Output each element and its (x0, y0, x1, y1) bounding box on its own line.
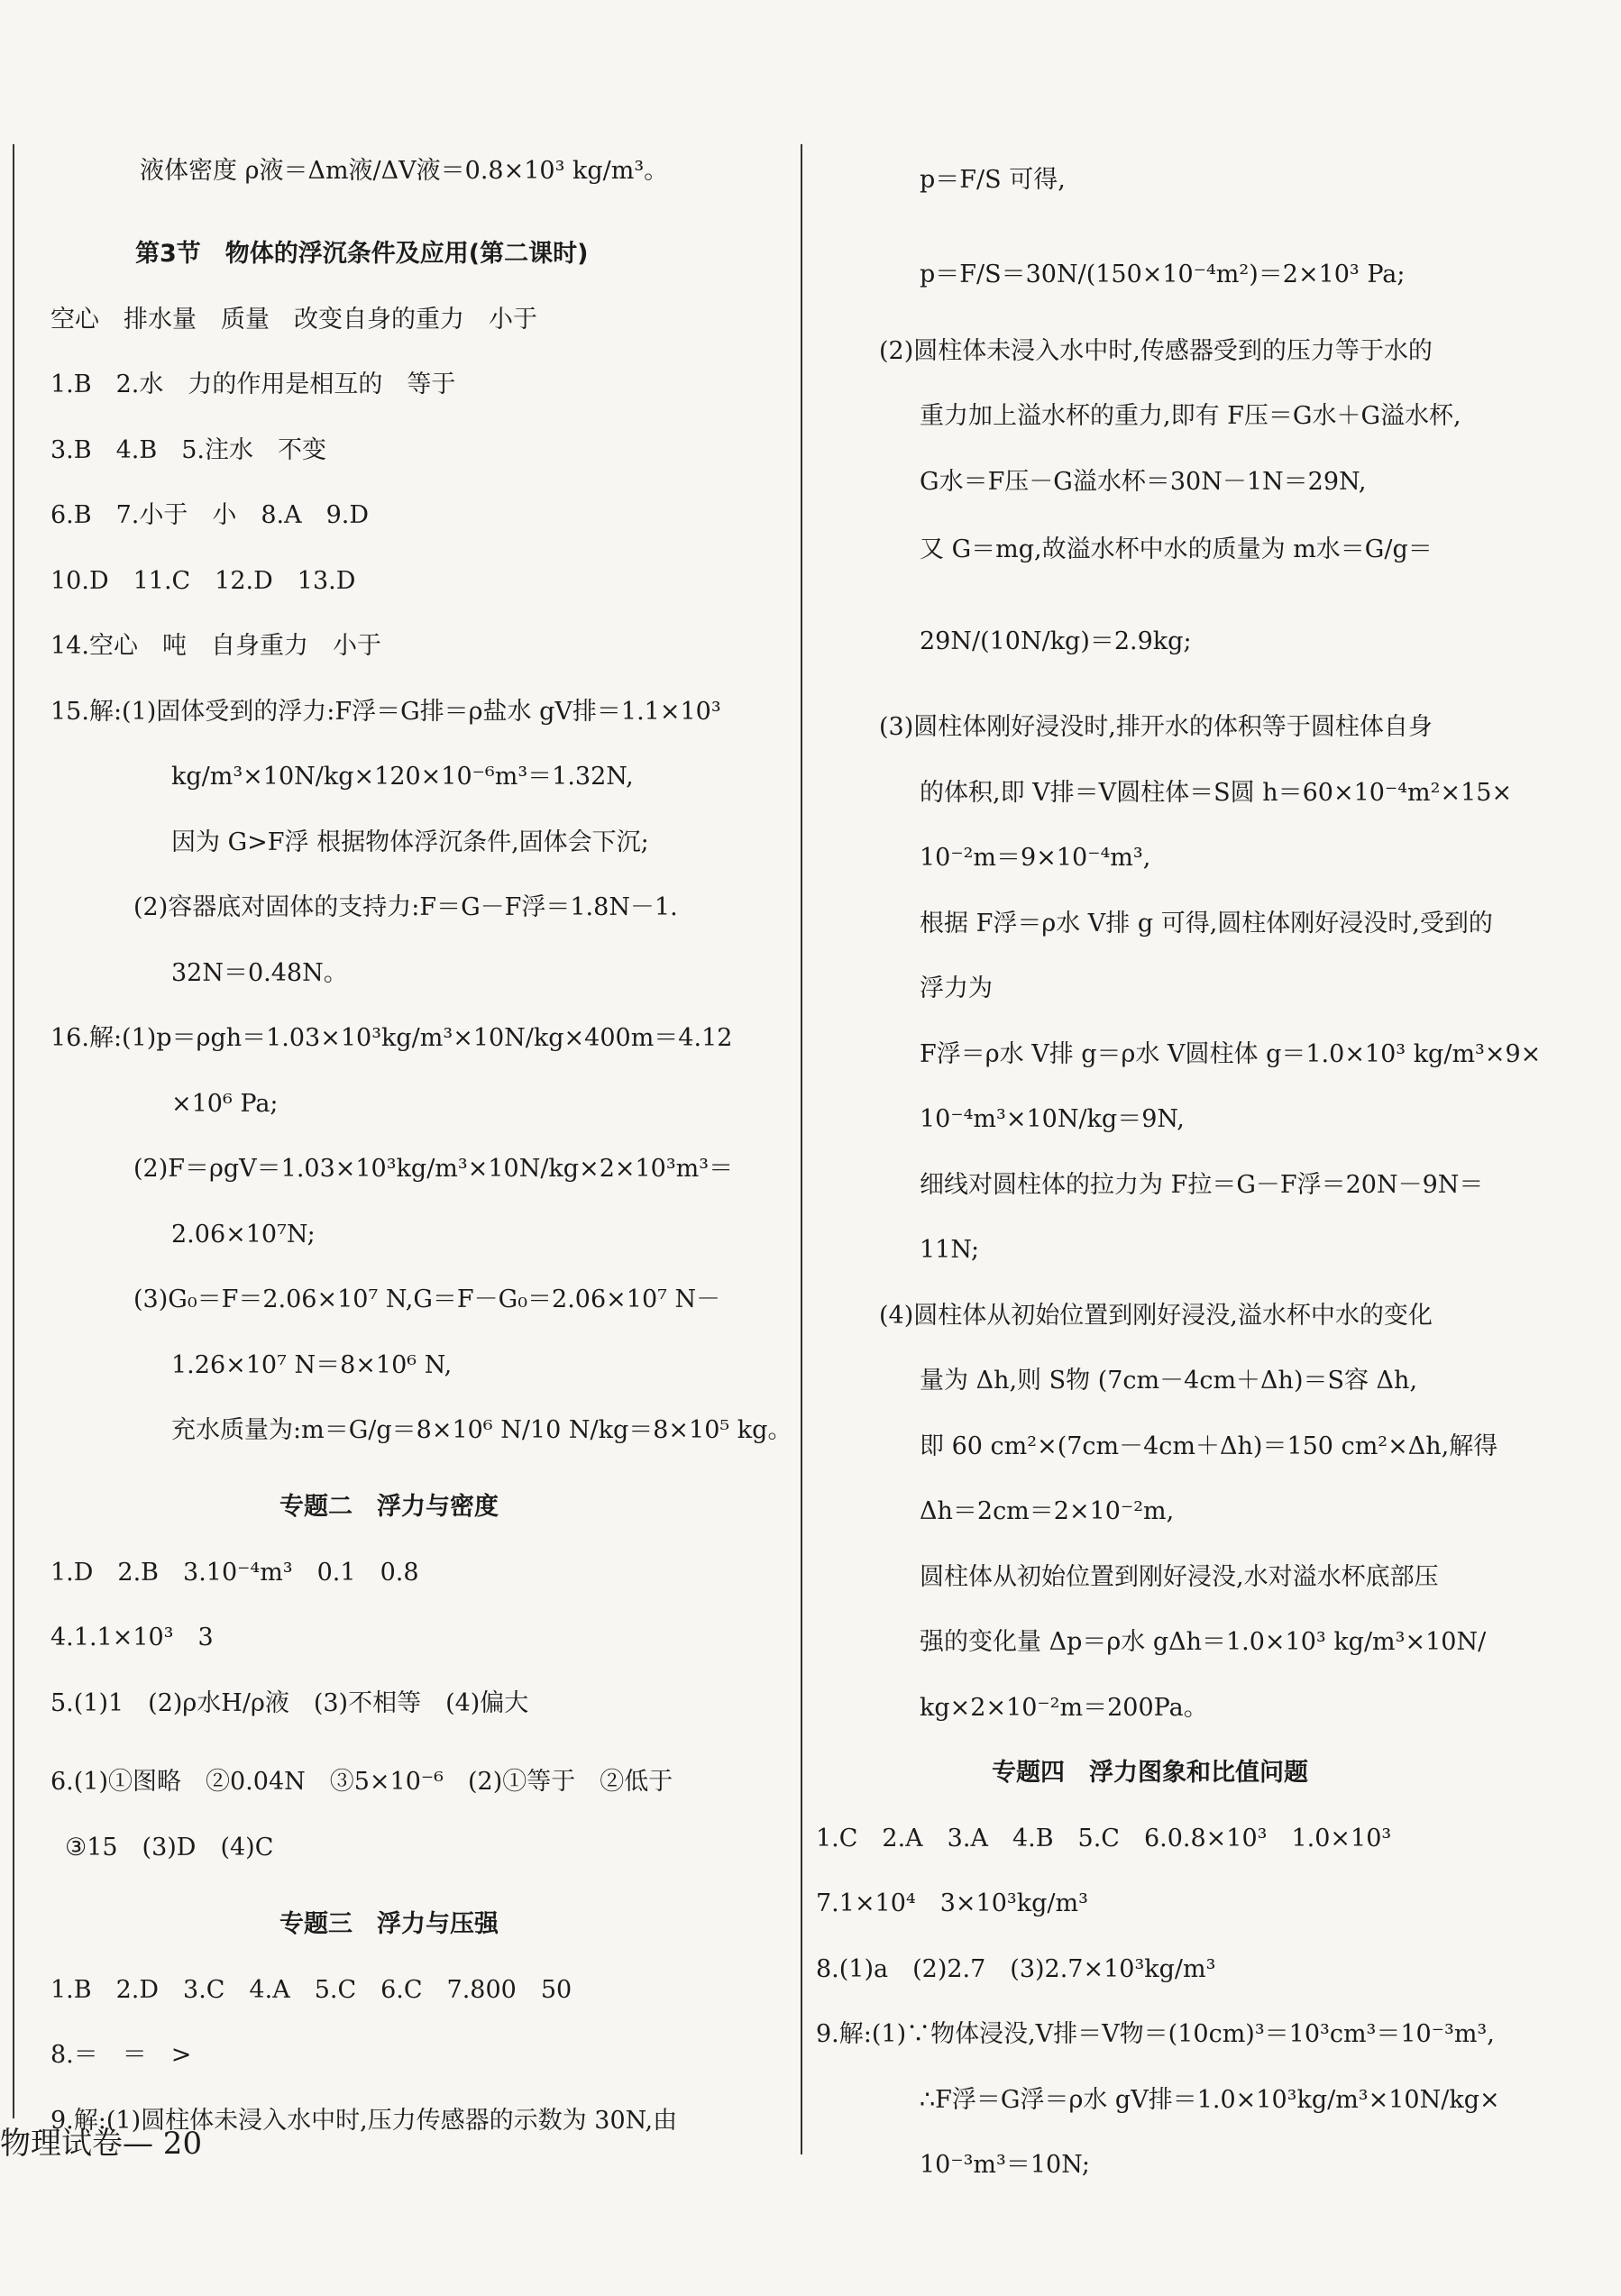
text-line: Δh＝2cm＝2×10⁻²m, (920, 1497, 1175, 1525)
page-footer: 物理试卷— 20 (0, 2126, 203, 2162)
center-column-rule (801, 144, 802, 2154)
left-column-rule (13, 144, 14, 2118)
text-line: 6.B 7.小于 小 8.A 9.D (50, 501, 370, 529)
text-line: 8.＝ ＝ > (50, 2041, 192, 2069)
text-line: 11N; (920, 1236, 980, 1264)
text-line: 2.06×10⁷N; (171, 1221, 316, 1249)
section-heading: 第3节 物体的浮沉条件及应用(第二课时) (135, 240, 589, 268)
text-line: 重力加上溢水杯的重力,即有 F压＝G水＋G溢水杯, (920, 402, 1461, 430)
text-line: 细线对圆柱体的拉力为 F拉＝G－F浮＝20N－9N＝ (920, 1171, 1484, 1199)
text-line: ∴F浮＝G浮＝ρ水 gV排＝1.0×10³kg/m³×10N/kg× (920, 2086, 1500, 2114)
text-line: 16.解:(1)p＝ρgh＝1.03×10³kg/m³×10N/kg×400m＝4.12 (50, 1024, 733, 1052)
text-line: 10⁻²m＝9×10⁻⁴m³, (920, 844, 1151, 872)
text-line: 3.B 4.B 5.注水 不变 (50, 436, 326, 464)
text-line: (2)容器底对固体的支持力:F＝G－F浮＝1.8N－1. (133, 893, 678, 921)
text-line: 15.解:(1)固体受到的浮力:F浮＝G排＝ρ盐水 gV排＝1.1×10³ (50, 698, 721, 726)
text-line: (2)圆柱体未浸入水中时,传感器受到的压力等于水的 (879, 337, 1433, 365)
text-line: p＝F/S＝30N/(150×10⁻⁴m²)＝2×10³ Pa; (920, 261, 1406, 288)
text-line: 液体密度 ρ液＝Δm液/ΔV液＝0.8×10³ kg/m³。 (140, 157, 669, 185)
text-line: 1.C 2.A 3.A 4.B 5.C 6.0.8×10³ 1.0×10³ (816, 1825, 1392, 1852)
text-line: 5.(1)1 (2)ρ水H/ρ液 (3)不相等 (4)偏大 (50, 1689, 529, 1717)
text-line: 浮力为 (920, 974, 993, 1002)
text-line: 圆柱体从初始位置到刚好浸没,水对溢水杯底部压 (920, 1563, 1439, 1591)
text-line: 7.1×10⁴ 3×10³kg/m³ (816, 1889, 1088, 1917)
text-line: 9.解:(1)∵物体浸没,V排＝V物＝(10cm)³＝10³cm³＝10⁻³m³, (816, 2020, 1495, 2048)
text-line: 4.1.1×10³ 3 (50, 1624, 214, 1651)
text-line: kg/m³×10N/kg×120×10⁻⁶m³＝1.32N, (171, 763, 634, 791)
text-line: 6.(1)①图略 ②0.04N ③5×10⁻⁶ (2)①等于 ②低于 (50, 1768, 673, 1796)
section-heading: 专题三 浮力与压强 (279, 1910, 499, 1938)
text-line: p＝F/S 可得, (920, 166, 1066, 194)
text-line: 1.D 2.B 3.10⁻⁴m³ 0.1 0.8 (50, 1559, 419, 1587)
text-line: 10.D 11.C 12.D 13.D (50, 567, 356, 595)
text-line: G水＝F压－G溢水杯＝30N－1N＝29N, (920, 468, 1367, 496)
text-line: 1.26×10⁷ N＝8×10⁶ N, (171, 1351, 453, 1379)
text-line: 根据 F浮＝ρ水 V排 g 可得,圆柱体刚好浸没时,受到的 (920, 910, 1493, 938)
section-heading: 专题四 浮力图象和比值问题 (992, 1759, 1308, 1787)
text-line: 10⁻³m³＝10N; (920, 2151, 1090, 2179)
text-line: 量为 Δh,则 S物 (7cm－4cm＋Δh)＝S容 Δh, (920, 1367, 1418, 1395)
text-line: 又 G＝mg,故溢水杯中水的质量为 m水＝G/g＝ (920, 535, 1433, 563)
text-line: 空心 排水量 质量 改变自身的重力 小于 (50, 306, 537, 334)
text-line: kg×2×10⁻²m＝200Pa。 (920, 1694, 1208, 1722)
text-line: 10⁻⁴m³×10N/kg＝9N, (920, 1105, 1185, 1133)
text-line: 强的变化量 Δp＝ρ水 gΔh＝1.0×10³ kg/m³×10N/ (920, 1628, 1487, 1656)
text-line: 1.B 2.D 3.C 4.A 5.C 6.C 7.800 50 (50, 1976, 572, 2004)
text-line: 的体积,即 V排＝V圆柱体＝S圆 h＝60×10⁻⁴m²×15× (920, 779, 1513, 807)
text-line: (4)圆柱体从初始位置到刚好浸没,溢水杯中水的变化 (879, 1302, 1433, 1330)
text-line: 1.B 2.水 力的作用是相互的 等于 (50, 370, 456, 398)
text-line: (3)G₀＝F＝2.06×10⁷ N,G＝F－G₀＝2.06×10⁷ N－ (133, 1285, 721, 1313)
text-line: 29N/(10N/kg)＝2.9kg; (920, 627, 1192, 655)
text-line: 32N＝0.48N。 (171, 959, 348, 987)
text-line: (3)圆柱体刚好浸没时,排开水的体积等于圆柱体自身 (879, 713, 1433, 741)
text-line: ×10⁶ Pa; (171, 1090, 279, 1118)
text-line: 8.(1)a (2)2.7 (3)2.7×10³kg/m³ (816, 1955, 1216, 1983)
text-line: 充水质量为:m＝G/g＝8×10⁶ N/10 N/kg＝8×10⁵ kg。 (171, 1416, 792, 1444)
text-line: 14.空心 吨 自身重力 小于 (50, 632, 381, 660)
text-line: F浮＝ρ水 V排 g＝ρ水 V圆柱体 g＝1.0×10³ kg/m³×9× (920, 1040, 1542, 1068)
text-line: ③15 (3)D (4)C (65, 1834, 274, 1861)
text-line: 因为 G>F浮 根据物体浮沉条件,固体会下沉; (171, 828, 649, 856)
text-line: (2)F＝ρgV＝1.03×10³kg/m³×10N/kg×2×10³m³＝ (133, 1155, 734, 1183)
section-heading: 专题二 浮力与密度 (279, 1493, 499, 1521)
text-line: 即 60 cm²×(7cm－4cm＋Δh)＝150 cm²×Δh,解得 (920, 1432, 1498, 1460)
text-line: 9.解:(1)圆柱体未浸入水中时,压力传感器的示数为 30N,由 (50, 2107, 678, 2135)
